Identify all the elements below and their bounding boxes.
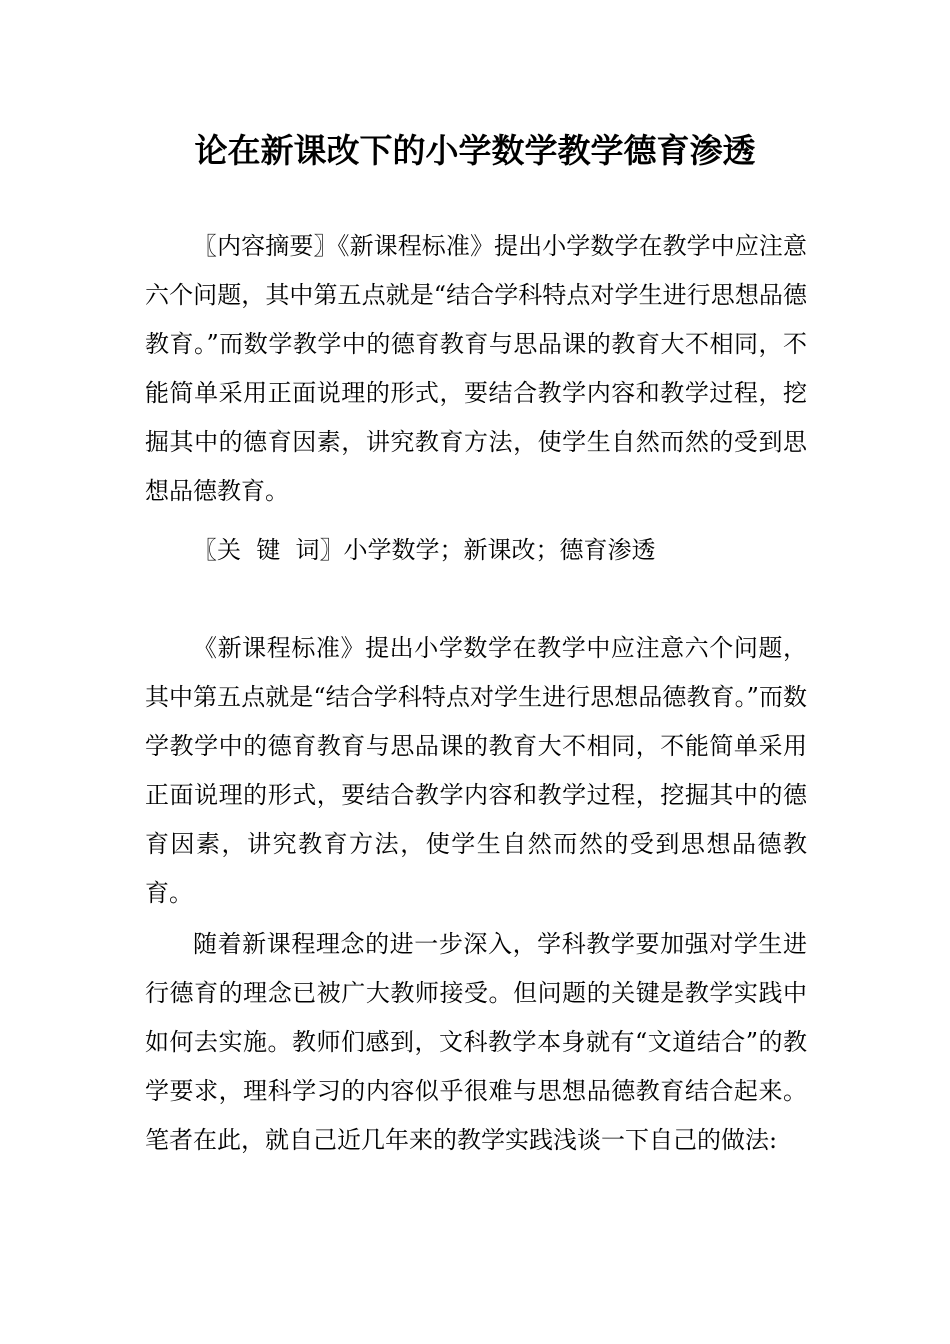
keywords-text: 小学数学；新课改；德育渗透 [343, 536, 656, 564]
keywords-label: 〖关 键 词〗 [193, 536, 344, 564]
body-paragraph: 《新课程标准》提出小学数学在教学中应注意六个问题，其中第五点就是“结合学科特点对学生进行思想品德教育。”而数学教学中的德育教育与思品课的教育大不相同，不能简单采用正面说理的形式，要结合教学内容和教学过程，挖掘其中的德育因素，讲究教育方法，使学生自然而然的受到思想品德教育。 [145, 634, 807, 907]
keywords-section [145, 526, 807, 575]
body-section-2 [145, 920, 807, 1165]
abstract-paragraph [145, 222, 807, 516]
body-section-1 [145, 624, 807, 918]
document-title: 论在新课改下的小学数学教学德育渗透 [194, 131, 756, 170]
keywords-paragraph [145, 526, 807, 575]
abstract-text: 《新课程标准》提出小学数学在教学中应注意六个问题，其中第五点就是“结合学科特点对学生进行思想品德教育。”而数学教学中的德育教育与思品课的教育大不相同，不能简单采用正面说理的形式，要结合教学内容和教学过程，挖掘其中的德育因素，讲究教育方法，使学生自然而然的受到思想品德教育。 [145, 232, 808, 505]
abstract-section [145, 222, 807, 516]
body-paragraph: 随着新课程理念的进一步深入，学科教学要加强对学生进行德育的理念已被广大教师接受。但问题的关键是教学实践中如何去实施。教师们感到，文科教学本身就有“文道结合”的教学要求，理科学习的内容似乎很难与思想品德教育结合起来。笔者在此，就自己近几年来的教学实践浅谈一下自己的做法: [145, 930, 807, 1154]
abstract-label: 〖内容摘要〗 [193, 232, 338, 260]
